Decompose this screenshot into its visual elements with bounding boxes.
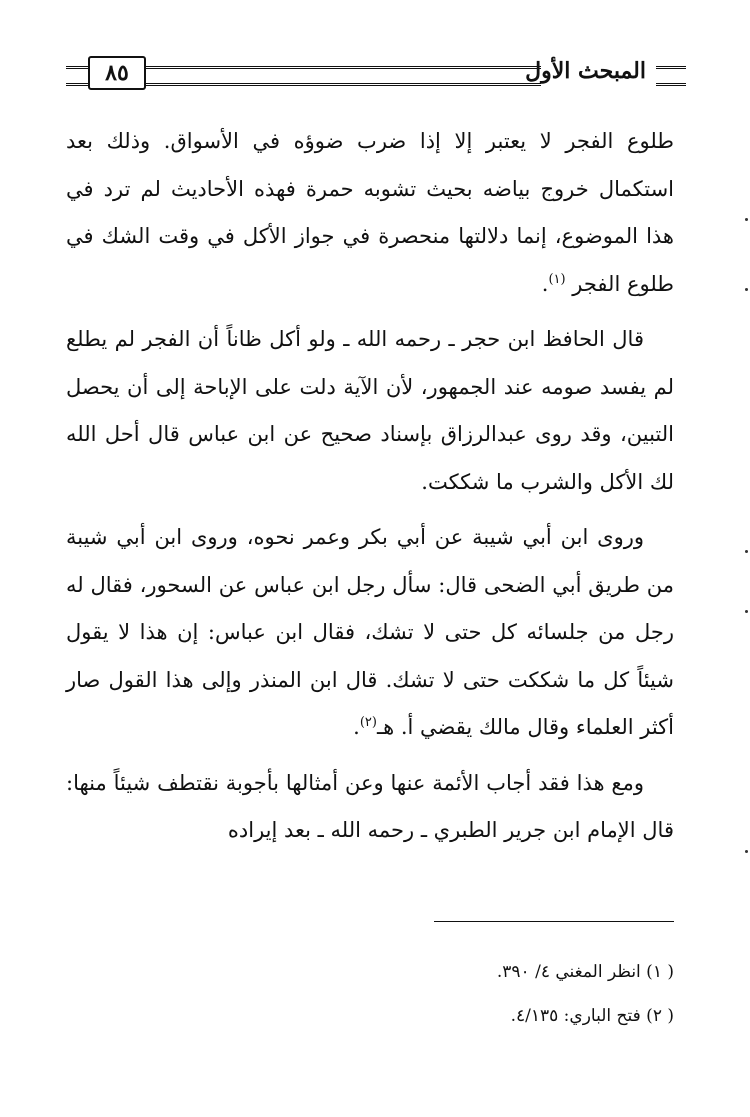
footnote-separator — [434, 921, 674, 922]
paragraph-3-text: وروى ابن أبي شيبة عن أبي بكر وعمر نحوه، وروى ابن أبي شيبة من طريق أبي الضحى قال: سأل رجل ابن عباس عن السحور، فقال له رجل من جلسائه كل حتى لا تشك، فقال ابن عباس: إن هذا لا يقول شيئاً كل ما شككت حتى لا تشك. قال ابن المنذر وإلى هذا القول صار أكثر العلماء وقال مالك يقضي أ. هـ — [66, 525, 674, 739]
header-rule-left — [66, 66, 90, 86]
header-rule-middle — [146, 66, 541, 86]
paragraph-3-tail: . — [353, 715, 360, 739]
footnote-ref-1: (١) — [548, 271, 566, 287]
scan-speck — [745, 610, 748, 613]
paragraph-3 — [66, 514, 674, 752]
paragraph-2: قال الحافظ ابن حجر ـ رحمه الله ـ ولو أكل ظاناً أن الفجر لم يطلع لم يفسد صومه عند الجمهور، لأن الآية دلت على الإباحة إلى أن يحصل التبين، وقد روى عبدالرزاق بإسناد صحيح عن ابن عباس قال أحل الله لك الأكل والشرب ما شككت. — [66, 327, 674, 494]
scan-speck — [745, 218, 748, 221]
paragraph-1 — [66, 118, 674, 308]
paragraph-4: ومع هذا فقد أجاب الأئمة عنها وعن أمثالها بأجوبة نقتطف شيئاً منها: قال الإمام ابن جرير الطبري ـ رحمه الله ـ بعد إيراده — [66, 770, 674, 842]
footnote-2: ( ٢) فتح الباري: ٤/١٣٥. — [510, 1006, 674, 1026]
footnote-1: ( ١) انظر المغني ٤/ ٣٩٠. — [496, 962, 674, 982]
paragraph-1-text: طلوع الفجر لا يعتبر إلا إذا ضرب ضوؤه في الأسواق. وذلك بعد استكمال خروج بياضه بحيث تشوبه حمرة فهذه الأحاديث لم ترد في هذا الموضوع، إنما دلالتها منحصرة في جواز الأكل في وقت الشك في طلوع الفجر — [66, 129, 674, 296]
scan-speck — [745, 288, 748, 291]
scan-speck — [745, 850, 748, 853]
footnotes — [300, 950, 674, 1038]
chapter-title: المبحث الأول — [525, 58, 646, 84]
page-header — [66, 56, 686, 94]
body-text — [66, 118, 674, 863]
page-number: ٨٥ — [88, 56, 146, 90]
paragraph-1-tail: . — [541, 271, 549, 296]
scan-speck — [745, 550, 748, 553]
footnote-ref-2: (٢) — [359, 715, 377, 730]
header-rule-right — [656, 66, 686, 86]
